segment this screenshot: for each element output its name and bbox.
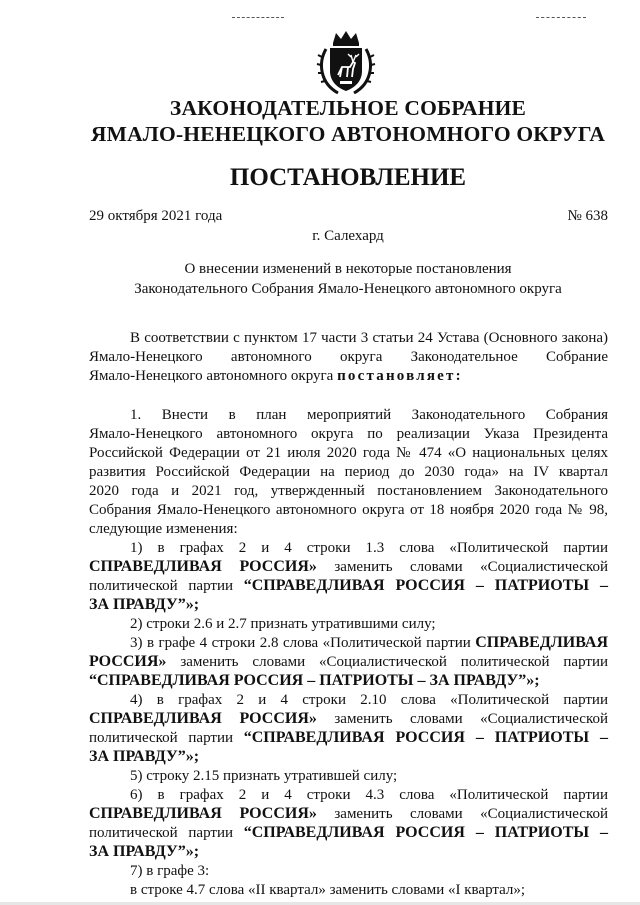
doc-city: г. Салехард — [312, 228, 384, 244]
sub3-line-c: “СПРАВЕДЛИВАЯ РОССИЯ – ПАТРИОТЫ – ЗА ПРАВДУ”»; — [89, 672, 540, 689]
org-name-line2: ЯМАЛО-НЕНЕЦКОГО АВТОНОМНОГО ОКРУГА — [90, 122, 606, 146]
sub6-line-b — [89, 804, 608, 824]
sub3-line-b — [89, 652, 608, 672]
party-prefix: политической партии — [89, 730, 234, 746]
sub6-line-c — [89, 823, 608, 843]
sub1-line-a: 1) в графах 2 и 4 строки 1.3 слова «Политической партии — [130, 540, 608, 556]
party-old-name: СПРАВЕДЛИВАЯ — [475, 634, 608, 651]
scan-mark-left — [232, 17, 284, 19]
sub7-line-a: 7) в графе 3: — [130, 863, 210, 879]
item1-line-2: Ямало-Ненецкого автономного округа по реализации Указа Президента — [89, 426, 608, 442]
replace-phrase: заменить словами «Социалистической — [334, 711, 609, 727]
sub6-line-a: 6) в графах 2 и 4 строки 4.3 слова «Политической партии — [130, 787, 608, 803]
sub1-line-d: ЗА ПРАВДУ”»; — [89, 596, 200, 613]
sub1-line-c — [89, 576, 608, 596]
party-old-name: СПРАВЕДЛИВАЯ РОССИЯ» — [89, 805, 317, 822]
sub1-line-b — [89, 557, 608, 577]
doc-type: ПОСТАНОВЛЕНИЕ — [229, 164, 467, 191]
item1-line-1: 1. Внести в план мероприятий Законодательного Собрания — [130, 407, 608, 423]
party-new-name: “СПРАВЕДЛИВАЯ РОССИЯ – ПАТРИОТЫ – — [243, 729, 609, 746]
scan-mark-right — [536, 17, 586, 19]
preamble-line-3 — [89, 366, 463, 386]
doc-title-line1: О внесении изменений в некоторые постановления — [184, 261, 512, 277]
sub7-line-b: в строке 4.7 слова «II квартал» заменить словами «I квартал»; — [130, 882, 526, 898]
item1-line-4: развития Российской Федерации на период до 2030 года» на IV квартал — [89, 464, 608, 480]
sub3-line-a — [130, 633, 608, 653]
replace-phrase: заменить словами «Социалистической — [334, 806, 609, 822]
doc-date: 29 октября 2021 года — [89, 208, 223, 224]
doc-number: № 638 — [567, 208, 608, 224]
party-old-name: СПРАВЕДЛИВАЯ РОССИЯ» — [89, 558, 317, 575]
party-old-name: СПРАВЕДЛИВАЯ РОССИЯ» — [89, 710, 317, 727]
sub4-line-b — [89, 709, 608, 729]
doc-title-line2: Законодательного Собрания Ямало-Ненецкого автономного округа — [134, 281, 562, 297]
org-name-line1: ЗАКОНОДАТЕЛЬНОЕ СОБРАНИЕ — [169, 96, 527, 120]
party-old-name-end: РОССИЯ» — [89, 653, 167, 670]
sub4-line-a: 4) в графах 2 и 4 строки 2.10 слова «Политической партии — [130, 692, 608, 708]
yamal-coat-of-arms-icon — [316, 29, 376, 97]
sub5-line: 5) строку 2.15 признать утратившей силу; — [130, 768, 398, 784]
item1-line-6: Собрания Ямало-Ненецкого автономного округа от 18 ноября 2020 года № 98, — [89, 502, 608, 518]
party-prefix: политической партии — [89, 825, 234, 841]
party-new-name: “СПРАВЕДЛИВАЯ РОССИЯ – ПАТРИОТЫ – — [243, 824, 609, 841]
sub2-line: 2) строки 2.6 и 2.7 признать утратившими силу; — [130, 616, 436, 632]
resolves-word: постановляет: — [337, 368, 463, 384]
sub3-text: 3) в графе 4 строки 2.8 слова «Политической партии — [130, 635, 471, 651]
sub4-line-d: ЗА ПРАВДУ”»; — [89, 748, 200, 765]
preamble-line-1: В соответствии с пунктом 17 части 3 статьи 24 Устава (Основного закона) — [130, 330, 608, 346]
replace-phrase: заменить словами «Социалистической политической партии — [180, 654, 609, 670]
replace-phrase: заменить словами «Социалистической — [334, 559, 609, 575]
sub6-line-d: ЗА ПРАВДУ”»; — [89, 843, 200, 860]
preamble-line-2: Ямало-Ненецкого автономного округа Законодательное Собрание — [89, 349, 608, 365]
party-prefix: политической партии — [89, 578, 234, 594]
item1-line-7: следующие изменения: — [89, 521, 238, 537]
party-new-name: “СПРАВЕДЛИВАЯ РОССИЯ – ПАТРИОТЫ – — [243, 577, 609, 594]
preamble-region: Ямало-Ненецкого автономного округа — [89, 368, 334, 384]
sub4-line-c — [89, 728, 608, 748]
item1-line-3: Российской Федерации от 21 июля 2020 года № 474 «О национальных целях — [89, 445, 608, 461]
item1-line-5: 2020 года и 2021 год, утвержденный постановлением Законодательного — [89, 483, 608, 499]
